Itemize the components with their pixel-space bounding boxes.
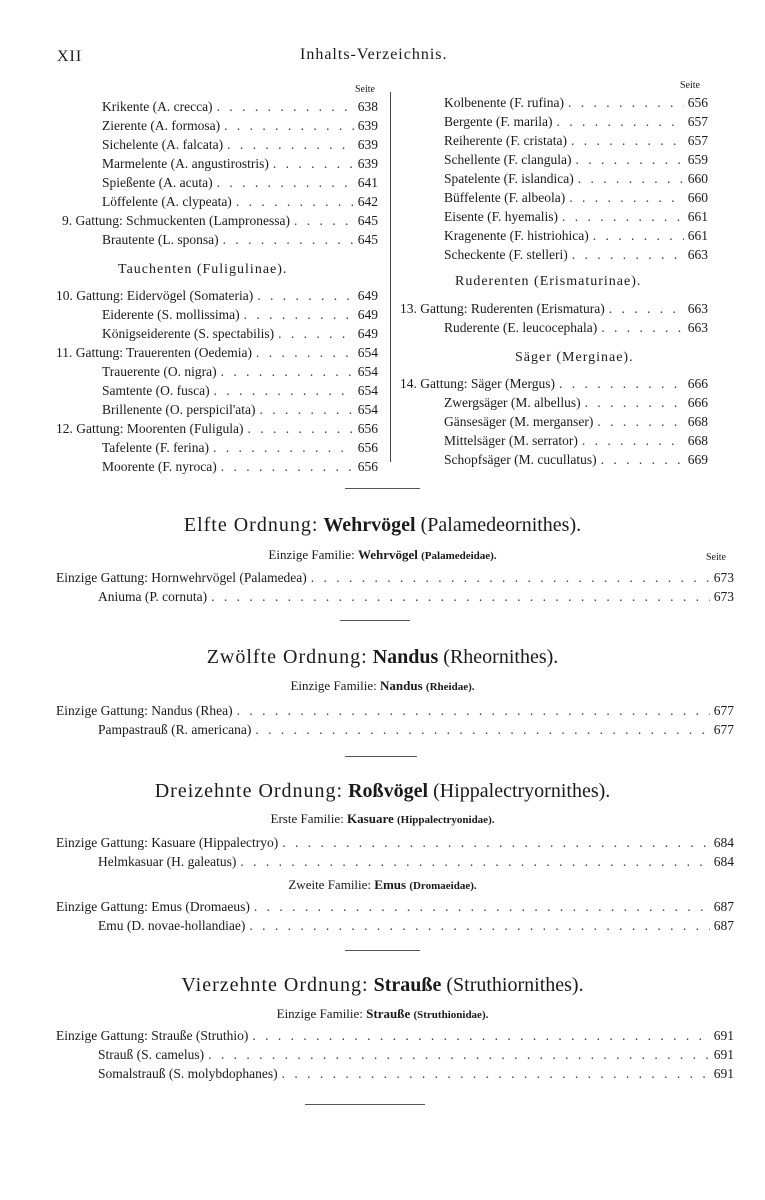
toc-entry: Ruderente (E. leucocephala) . . . 663 (444, 319, 708, 337)
section-divider (345, 488, 420, 489)
order-title: Elfte Ordnung: Wehrvögel (Palamedeornithes). (183, 514, 582, 536)
toc-entry-genus: 11. Gattung: Trauerenten (Oedemia) . . . 654 (56, 344, 378, 362)
toc-entry-genus: Einzige Gattung: Kasuare (Hippalectryo) . . . 684 (56, 834, 734, 852)
toc-entry: Eiderente (S. mollissima) . . . 649 (102, 306, 378, 324)
toc-entry: Zwergsäger (M. albellus) . . . 666 (444, 394, 708, 412)
family-heading: Einzige Familie: Strauße (Struthionidae). (276, 1006, 489, 1021)
page-column-label: Seite (706, 552, 726, 563)
toc-entry: Kolbenente (F. rufina) . . . 656 (444, 94, 708, 112)
family-heading: Zweite Familie: Emus (Dromaeidae). (288, 877, 477, 892)
order-title: Dreizehnte Ordnung: Roßvögel (Hippalectryornithes). (154, 780, 611, 802)
toc-entry: Emu (D. novae-hollandiae) . . . 687 (98, 917, 734, 935)
toc-entry: Schellente (F. clangula) . . . 659 (444, 151, 708, 169)
toc-entry: Königseiderente (S. spectabilis) . . . 649 (102, 325, 378, 343)
toc-entry: Helmkasuar (H. galeatus) . . . 684 (98, 853, 734, 871)
page-number: XII (57, 48, 83, 65)
toc-entry: Zierente (A. formosa) . . . 639 (102, 117, 378, 135)
toc-entry: Samtente (O. fusca) . . . 654 (102, 382, 378, 400)
subfamily-heading: Ruderenten (Erismaturinae). (455, 274, 642, 289)
toc-entry: Reiherente (F. cristata) . . . 657 (444, 132, 708, 150)
toc-entry: Trauerente (O. nigra) . . . 654 (102, 363, 378, 381)
toc-entry-genus: 9. Gattung: Schmuckenten (Lampronessa) . . . 645 (62, 212, 378, 230)
toc-entry: Spatelente (F. islandica) . . . 660 (444, 170, 708, 188)
family-heading: Erste Familie: Kasuare (Hippalectryonidae). (270, 811, 495, 826)
toc-entry-genus: Einzige Gattung: Nandus (Rhea) . . . 677 (56, 702, 734, 720)
toc-entry-genus: Einzige Gattung: Emus (Dromaeus) . . . 687 (56, 898, 734, 916)
toc-entry-genus: 12. Gattung: Moorenten (Fuligula) . . . 656 (56, 420, 378, 438)
family-heading: Einzige Familie: Wehrvögel (Palamedeidae). (268, 547, 497, 562)
subfamily-heading: Tauchenten (Fuligulinae). (118, 262, 288, 277)
toc-entry: Krikente (A. crecca) . . . 638 (102, 98, 378, 116)
section-divider (305, 1104, 425, 1105)
toc-entry: Strauß (S. camelus) . . . 691 (98, 1046, 734, 1064)
toc-entry: Brautente (L. sponsa) . . . 645 (102, 231, 378, 249)
section-divider (345, 950, 420, 951)
toc-entry-genus: 13. Gattung: Ruderenten (Erismatura) . . . 663 (400, 300, 708, 318)
toc-entry: Schopfsäger (M. cucullatus) . . . 669 (444, 451, 708, 469)
toc-entry: Marmelente (A. angustirostris) . . . 639 (102, 155, 378, 173)
toc-entry: Mittelsäger (M. serrator) . . . 668 (444, 432, 708, 450)
toc-entry: Kragenente (F. histriohica) . . . 661 (444, 227, 708, 245)
order-title: Vierzehnte Ordnung: Strauße (Struthiornithes). (181, 974, 584, 996)
page-column-label-left: Seite (355, 84, 375, 95)
toc-entry-genus: Einzige Gattung: Hornwehrvögel (Palamedea) . . . 673 (56, 569, 734, 587)
toc-entry: Büffelente (F. albeola) . . . 660 (444, 189, 708, 207)
section-divider (345, 756, 417, 757)
subfamily-heading: Säger (Merginae). (515, 350, 634, 365)
toc-entry: Eisente (F. hyemalis) . . . 661 (444, 208, 708, 226)
toc-entry: Gänsesäger (M. merganser) . . . 668 (444, 413, 708, 431)
toc-entry: Sichelente (A. falcata) . . . 639 (102, 136, 378, 154)
order-title: Zwölfte Ordnung: Nandus (Rheornithes). (206, 646, 559, 668)
toc-entry: Löffelente (A. clypeata) . . . 642 (102, 193, 378, 211)
section-divider (340, 620, 410, 621)
toc-entry: Scheckente (F. stelleri) . . . 663 (444, 246, 708, 264)
toc-entry-genus: 10. Gattung: Eidervögel (Somateria) . . . 649 (56, 287, 378, 305)
toc-entry: Somalstrauß (S. molybdophanes) . . . 691 (98, 1065, 734, 1083)
page-column-label-right: Seite (680, 80, 700, 91)
toc-entry: Tafelente (F. ferina) . . . 656 (102, 439, 378, 457)
toc-entry: Anіuma (P. cornuta) . . . 673 (98, 588, 734, 606)
toc-entry-genus: 14. Gattung: Säger (Mergus) . . . 666 (400, 375, 708, 393)
toc-entry: Brillenente (O. perspicil'ata) . . . 654 (102, 401, 378, 419)
family-heading: Einzige Familie: Nandus (Rheidae). (290, 678, 475, 693)
toc-entry-genus: Einzige Gattung: Strauße (Struthio) . . . 691 (56, 1027, 734, 1045)
toc-entry: Moorente (F. nyroca) . . . 656 (102, 458, 378, 476)
column-divider (390, 92, 391, 462)
toc-entry: Spießente (A. acuta) . . . 641 (102, 174, 378, 192)
toc-entry: Bergente (F. marila) . . . 657 (444, 113, 708, 131)
toc-entry: Pampastrauß (R. americana) . . . 677 (98, 721, 734, 739)
page-header-title: Inhalts-Verzeichnis. (300, 46, 448, 63)
